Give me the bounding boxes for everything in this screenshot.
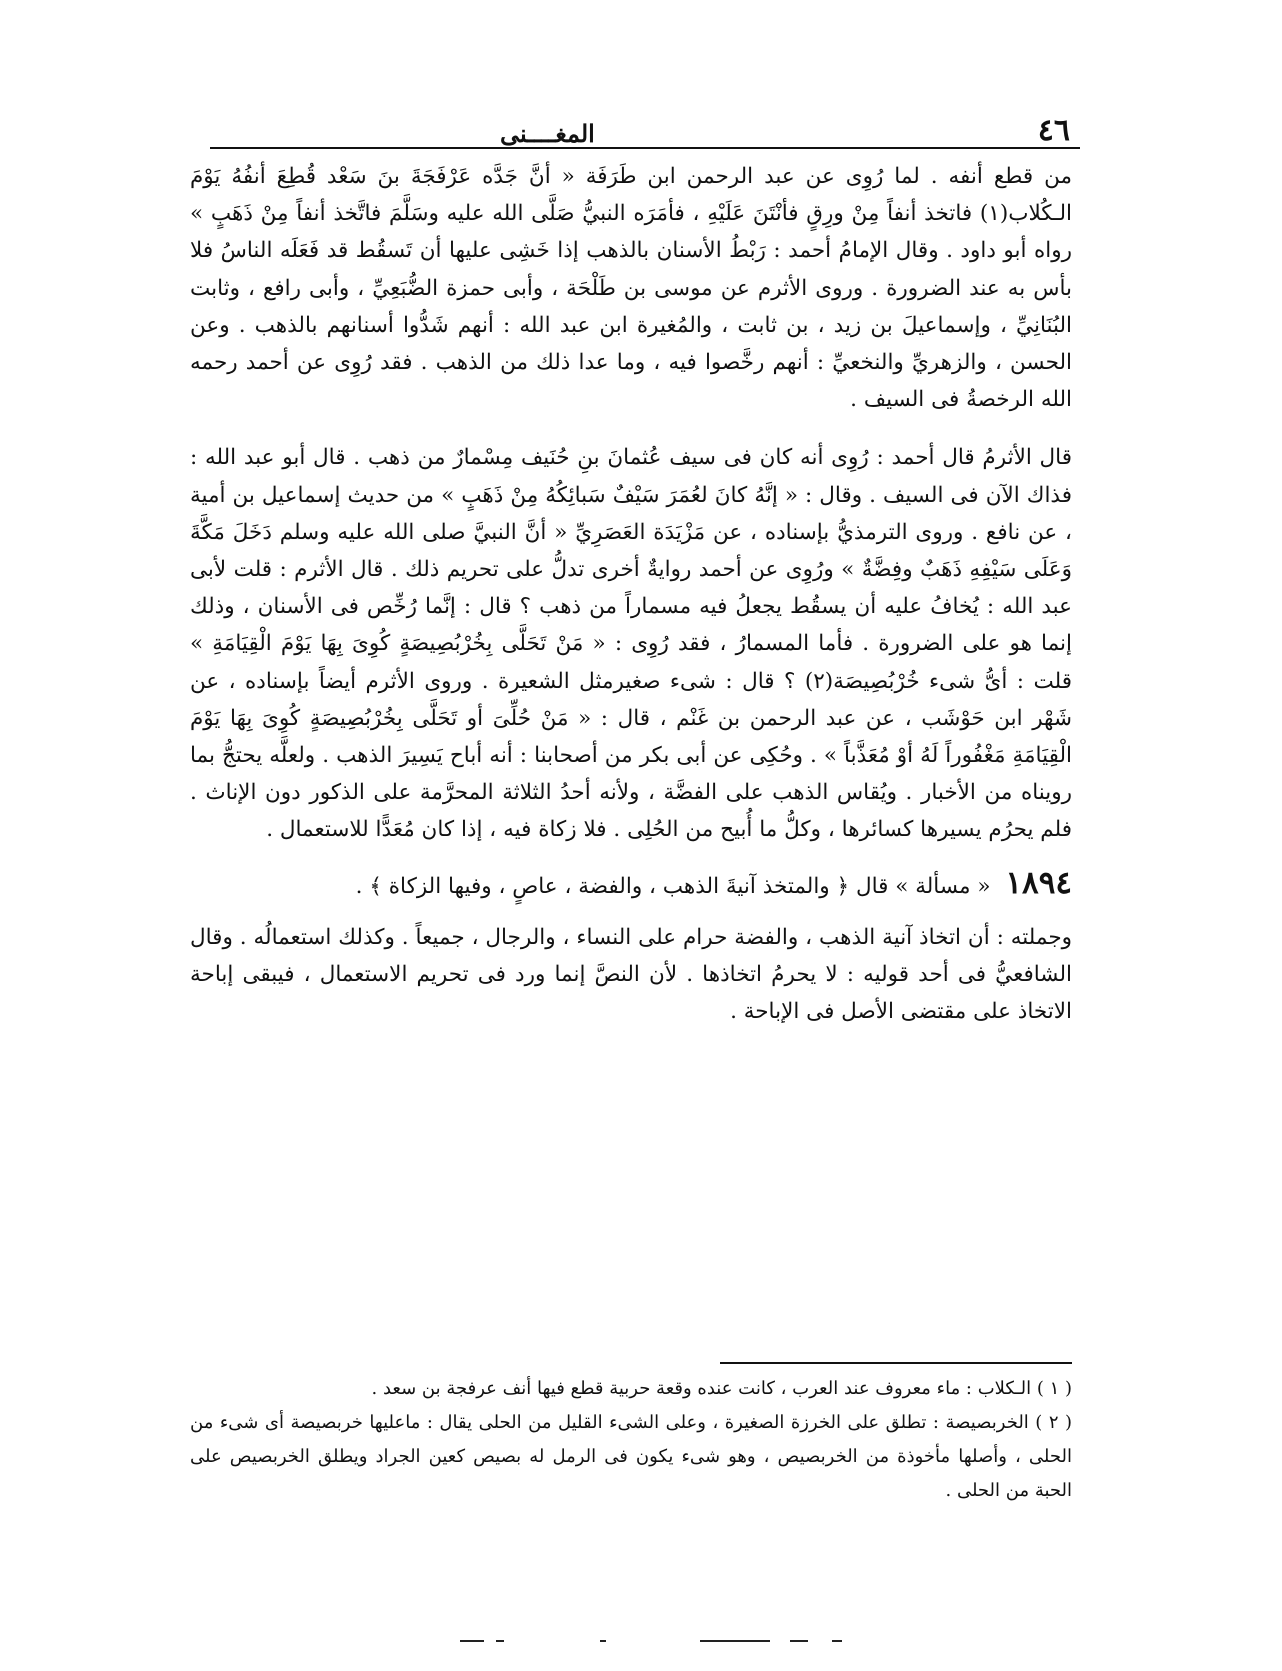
scan-mark <box>832 1640 842 1642</box>
issue-text: « مسألة » قال ﴿ والمتخذ آنيةَ الذهب ، والفضة ، عاصٍ ، وفيها الزكاة ﴾ . <box>355 873 991 899</box>
main-text <box>190 158 1072 1030</box>
footnote-1: ( ١ ) الـكلاب : ماء معروف عند العرب ، كانت عنده وقعة حربية قطع فيها أنف عرفجة بن سعد . <box>371 1378 1072 1399</box>
page-header <box>210 108 1080 148</box>
scan-mark <box>600 1640 606 1642</box>
footnotes <box>190 1372 1072 1508</box>
footnote-divider <box>720 1362 1072 1364</box>
issue-heading <box>190 865 1072 905</box>
paragraph-3: وجملته : أن اتخاذ آنية الذهب ، والفضة حرام على النساء ، والرجال ، جميعاً . وكذلك استعمالُه . وقال الشافعيُّ فى أحد قوليه : لا يحرمُ اتخاذها . لأن النصَّ إنما ورد فى تحريم الاستعمال ، فيبقى إباحة الاتخاذ على مقتضى الأصل فى الإباحة . <box>190 924 1072 1025</box>
scan-mark <box>496 1640 504 1642</box>
issue-number: ١٨٩٤ <box>1005 864 1072 901</box>
scan-mark <box>790 1640 808 1642</box>
scan-mark <box>700 1640 770 1642</box>
scan-mark <box>460 1640 484 1642</box>
running-title: المغــــنى <box>500 119 595 148</box>
paragraph-2: قال الأثرمُ قال أحمد : رُوِى أنه كان فى سيف عُثمانَ بنِ حُنَيف مِسْمارٌ من ذهب . قال أبو عبد الله : فذاك الآن فى السيف . وقال : « إنَّهُ كانَ لعُمَرَ سَيْفٌ سَبائِكُهُ مِنْ ذَهَبٍ » من حديث إسماعيل بن أمية ، عن نافع . وروى الترمذيُّ بإسناده ، عن مَزْيَدَة العَصَرِيِّ « أنَّ النبيَّ صلى الله عليه وسلم دَخَلَ مَكَّةَ وَعَلَى سَيْفِهِ ذَهَبٌ وفِضَّةٌ » ورُوِى عن أحمد روايةٌ أخرى تدلُّ على تحريم ذلك . قال الأثرم : قلت لأبى عبد الله : يُخافُ عليه أن يسقُط يجعلُ فيه مسماراً من ذهب ؟ قال : إنَّما رُخِّص فى الأسنان ، وذلك إنما هو على الضرورة . فأما المسمارُ ، فقد رُوِى : « مَنْ تَحَلَّى بِخُرْبُصِيصَةٍ كُوِىَ بِهَا يَوْمَ الْقِيَامَةِ » قلت : أىُّ شىء خُرْبُصِيصَة(٢) ؟ قال : شىء صغيرمثل الشعيرة . وروى الأثرم أيضاً بإسناده ، عن شَهْر ابن حَوْشَب ، عن عبد الرحمن بن غَنْم ، قال : « مَنْ حُلِّىَ أو تَحَلَّى بِخُرْبُصِيصَةٍ كُوِىَ بِهَا يَوْمَ الْقِيَامَةِ مَغْفُوراً لَهُ أوْ مُعَذَّباً » . وحُكِى عن أبى بكر من أصحابنا : أنه أباح يَسِيرَ الذهب . ولعلَّه يحتجُّ بما رويناه من الأخبار . ويُقاس الذهب على الفضَّة ، ولأنه أحدُ الثلاثة المحرَّمة على الذكور دون الإناث . فلم يحرُم يسيرها كسائرها ، وكلُّ ما أُبيح من الحُلِى . فلا زكاة فيه ، إذا كان مُعَدًّا للاستعمال . <box>190 445 1072 843</box>
paragraph-1: من قطع أنفه . لما رُوِى عن عبد الرحمن ابن طَرَفَة « أنَّ جَدَّه عَرْفَجَةَ بنَ سَعْد قُطِعَ أنفُهُ يَوْمَ الـكُلاب(١) فاتخذ أنفاً مِنْ ورِقٍ فأنْتَنَ عَلَيْهِ ، فأمَرَه النبيُّ صَلَّى الله عليه وسَلَّمَ فاتَّخذ أنفاً مِنْ ذَهَبٍ » رواه أبو داود . وقال الإمامُ أحمد : رَبْطُ الأسنان بالذهب إذا خَشِى عليها أن تَسقُط قد فَعَلَه الناسُ فلا بأس به عند الضرورة . وروى الأثرم عن موسى بن طَلْحَة ، وأبى حمزة الضُّبَعِيِّ ، وأبى رافع ، وثابت البُنَانِيِّ ، وإسماعيلَ بن زيد ، بن ثابت ، والمُغيرة ابن عبد الله : أنهم شَدُّوا أسنانهم بالذهب . وعن الحسن ، والزهريِّ والنخعيِّ : أنهم رخَّصوا فيه ، وما عدا ذلك من الذهب . فقد رُوِى عن أحمد رحمه الله الرخصةُ فى السيف . <box>190 164 1072 413</box>
page-bottom-marks <box>460 1640 880 1644</box>
footnote-2: ( ٢ ) الخربصيصة : تطلق على الخرزة الصغيرة ، وعلى الشىء القليل من الحلى يقال : ماعليها خربصيصة أى شىء من الحلى ، وأصلها مأخوذة من الخربصيص ، وهو شىء يكون فى الرمل له بصيص كعين الجراد ويطلق الخربصيص على الحبة من الحلى . <box>190 1412 1072 1501</box>
page-number: ٤٦ <box>1037 113 1070 148</box>
header-divider <box>210 147 1080 149</box>
